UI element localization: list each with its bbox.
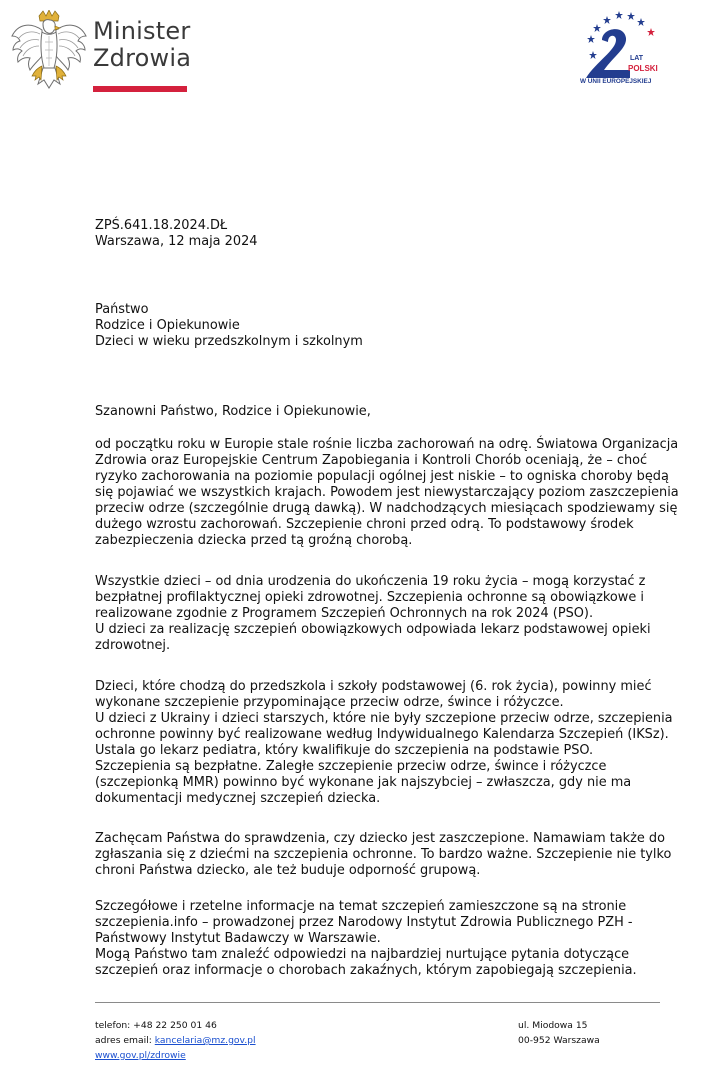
paragraph-line: przeciw odrze (szczególnie drugą dawką). W nadchodzących miesiącach spodziewamy się xyxy=(95,501,678,516)
paragraph-encouragement xyxy=(95,831,671,879)
paragraph-line: zdrowotnej. xyxy=(95,638,171,653)
paragraph-line: Zachęcam Państwa do sprawdzenia, czy dziecko jest zaszczepione. Namawiam także do xyxy=(95,831,666,846)
paragraph-measles-rise xyxy=(95,437,679,549)
paragraph-line: od początku roku w Europie stale rośnie liczba zachorowań na odrę. Światowa Organizacja xyxy=(95,437,679,452)
paragraph-more-info xyxy=(95,899,637,979)
paragraph-line: zgłaszania się z dziećmi na szczepienia ochronne. To bardzo ważne. Szczepienie nie tylko xyxy=(95,847,672,862)
footer-email-link[interactable]: kancelaria@mz.gov.pl xyxy=(154,1035,256,1046)
paragraph-line: bezpłatnej profilaktycznej opieki zdrowotnej. Szczepienia ochronne są obowiązkowe i xyxy=(95,590,644,605)
footer-city: 00-952 Warszawa xyxy=(518,1035,600,1046)
paragraph-line: realizowane zgodnie z Programem Szczepień Ochronnych na rok 2024 (PSO). xyxy=(95,606,594,621)
paragraph-free-care xyxy=(95,574,651,654)
reference-block xyxy=(95,218,257,250)
paragraph-line: Państwowy Instytut Badawczy w Warszawie. xyxy=(95,931,381,946)
footer-address xyxy=(518,1018,600,1048)
footer-email-label: adres email: xyxy=(95,1035,155,1046)
paragraph-line: chroni Państwa dziecko, ale też buduje odporność grupową. xyxy=(95,863,481,878)
addressee-line-1: Państwo xyxy=(95,302,149,317)
paragraph-line: U dzieci za realizację szczepień obowiązkowych odpowiada lekarz podstawowej opieki xyxy=(95,622,651,637)
footer-phone: telefon: +48 22 250 01 46 xyxy=(95,1020,217,1031)
paragraph-line: dużego wzrostu zachorowań. Szczepienie chroni przed odrą. To podstawowy środek xyxy=(95,517,634,532)
paragraph-line: się pojawiać we wszystkich krajach. Powodem jest niewystarczający poziom zaszczepienia xyxy=(95,485,679,500)
place-date: Warszawa, 12 maja 2024 xyxy=(95,234,258,249)
paragraph-line: szczepienia.info – prowadzonej przez Narodowy Instytut Zdrowia Publicznego PZH - xyxy=(95,915,633,930)
paragraph-line: Zdrowia oraz Europejskie Centrum Zapobiegania i Kontroli Chorób oceniają, że – choć xyxy=(95,453,648,468)
paragraph-line: dokumentacji medycznej szczepień dziecka. xyxy=(95,791,381,806)
polish-eagle-emblem-icon xyxy=(10,10,88,96)
addressee-line-3: Dzieci w wieku przedszkolnym i szkolnym xyxy=(95,334,363,349)
paragraph-line: ochronne powinny być realizowane według Indywidualnego Kalendarza Szczepień (IKSz). xyxy=(95,727,669,742)
salutation: Szanowni Państwo, Rodzice i Opiekunowie, xyxy=(95,404,371,419)
footer-contact xyxy=(95,1018,256,1063)
addressee-line-2: Rodzice i Opiekunowie xyxy=(95,318,240,333)
logo-red-bar xyxy=(93,86,187,92)
paragraph-line: Wszystkie dzieci – od dnia urodzenia do ukończenia 19 roku życia – mogą korzystać z xyxy=(95,574,646,589)
ministry-logo-wordmark xyxy=(93,18,191,72)
footer-street: ul. Miodowa 15 xyxy=(518,1020,588,1031)
paragraph-line: Szczepienia są bezpłatne. Zaległe szczepienie przeciw odrze, śwince i różyczce xyxy=(95,759,607,774)
paragraph-line: Ustala go lekarz pediatra, który kwalifikuje do szczepienia na podstawie PSO. xyxy=(95,743,594,758)
footer-divider xyxy=(95,1002,660,1003)
logo-line-2: Zdrowia xyxy=(93,44,192,72)
paragraph-line: U dzieci z Ukrainy i dzieci starszych, które nie były szczepione przeciw odrze, szczepienia xyxy=(95,711,673,726)
paragraph-booster xyxy=(95,679,673,807)
eu-badge-lat: LAT xyxy=(630,55,644,62)
reference-number: ZPŚ.641.18.2024.DŁ xyxy=(95,218,228,233)
addressee-block xyxy=(95,302,363,350)
eu-badge-union: W UNII EUROPEJSKIEJ xyxy=(580,78,652,85)
paragraph-line: zabezpieczenia dziecka przed tą groźną chorobą. xyxy=(95,533,413,548)
footer-email-row xyxy=(95,1033,256,1048)
paragraph-line: Szczegółowe i rzetelne informacje na temat szczepień zamieszczone są na stronie xyxy=(95,899,627,914)
paragraph-line: Mogą Państwo tam znaleźć odpowiedzi na najbardziej nurtujące pytania dotyczące xyxy=(95,947,630,962)
paragraph-line: ryzyko zachorowania na poziomie populacji ogólnej jest niskie – to ogniska choroby będą xyxy=(95,469,669,484)
paragraph-line: (szczepionką MMR) powinno być wykonane jak najszybciej – zwłaszcza, gdy nie ma xyxy=(95,775,632,790)
logo-line-1: Minister xyxy=(93,17,191,45)
paragraph-line: szczepień oraz informacje o chorobach zakaźnych, którym zapobiegają szczepienia. xyxy=(95,963,637,978)
paragraph-line: wykonane szczepienie przypominające przeciw odrze, śwince i różyczce. xyxy=(95,695,564,710)
eu-badge-polski: POLSKI xyxy=(628,64,658,73)
paragraph-line: Dzieci, które chodzą do przedszkola i szkoły podstawowej (6. rok życia), powinny mieć xyxy=(95,679,652,694)
footer-website-link[interactable]: www.gov.pl/zdrowie xyxy=(95,1050,186,1061)
